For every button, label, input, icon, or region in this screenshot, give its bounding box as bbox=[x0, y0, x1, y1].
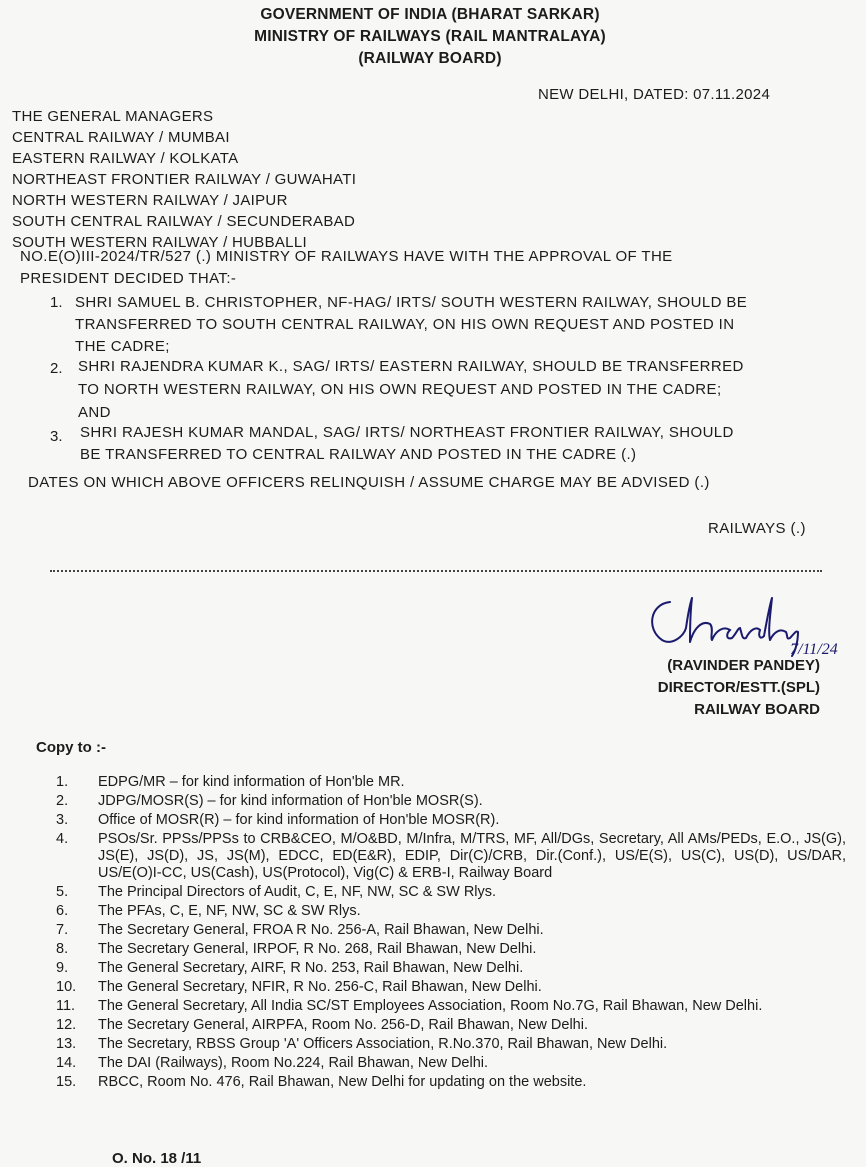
addressee-line: NORTHEAST FRONTIER RAILWAY / GUWAHATI bbox=[12, 171, 357, 188]
copy-to-item bbox=[56, 1074, 846, 1091]
copy-to-item bbox=[56, 960, 846, 977]
order-item-line: AND bbox=[78, 404, 111, 421]
order-item-line: TRANSFERRED TO SOUTH CENTRAL RAILWAY, ON HIS OWN REQUEST AND POSTED IN bbox=[75, 316, 735, 333]
copy-to-item-number: 9. bbox=[56, 960, 69, 976]
date-line: NEW DELHI, DATED: 07.11.2024 bbox=[538, 86, 771, 103]
order-item-line: SHRI RAJENDRA KUMAR K., SAG/ IRTS/ EASTERN RAILWAY, SHOULD BE TRANSFERRED bbox=[78, 358, 744, 375]
addressee-line: CENTRAL RAILWAY / MUMBAI bbox=[12, 129, 230, 146]
order-item-line: TO NORTH WESTERN RAILWAY, ON HIS OWN REQUEST AND POSTED IN THE CADRE; bbox=[78, 381, 722, 398]
signatory-name: (RAVINDER PANDEY) bbox=[667, 657, 820, 674]
order-intro-line2: PRESIDENT DECIDED THAT:- bbox=[20, 270, 237, 287]
addressee-line: EASTERN RAILWAY / KOLKATA bbox=[12, 150, 239, 167]
signature-date: 7/11/24 bbox=[790, 641, 838, 658]
order-item-line: BE TRANSFERRED TO CENTRAL RAILWAY AND POSTED IN THE CADRE (.) bbox=[80, 446, 637, 463]
addressee-line: SOUTH CENTRAL RAILWAY / SECUNDERABAD bbox=[12, 213, 356, 230]
copy-to-item bbox=[56, 941, 846, 958]
copy-to-item bbox=[56, 1055, 846, 1072]
copy-to-item-number: 4. bbox=[56, 831, 69, 847]
header-board: (RAILWAY BOARD) bbox=[358, 50, 502, 67]
copy-to-item-text: The Secretary, RBSS Group 'A' Officers Association, R.No.370, Rail Bhawan, New Delhi. bbox=[98, 1036, 668, 1052]
copy-to-list bbox=[56, 774, 846, 1093]
order-sender: RAILWAYS (.) bbox=[708, 520, 806, 537]
copy-to-item-text: The General Secretary, All India SC/ST Employees Association, Room No.7G, Rail Bhawan, New Delhi. bbox=[98, 998, 763, 1014]
copy-to-heading: Copy to :- bbox=[36, 739, 106, 756]
order-closing: DATES ON WHICH ABOVE OFFICERS RELINQUISH / ASSUME CHARGE MAY BE ADVISED (.) bbox=[28, 474, 710, 491]
copy-to-item-number: 2. bbox=[56, 793, 69, 809]
copy-to-item-number: 5. bbox=[56, 884, 69, 900]
copy-to-item bbox=[56, 831, 846, 882]
separator-line bbox=[50, 570, 822, 572]
office-number: O. No. 18 /11 bbox=[112, 1150, 202, 1167]
copy-to-item-text: The Secretary General, IRPOF, R No. 268, Rail Bhawan, New Delhi. bbox=[98, 941, 537, 957]
copy-to-item-text: The General Secretary, AIRF, R No. 253, Rail Bhawan, New Delhi. bbox=[98, 960, 524, 976]
signatory-office: RAILWAY BOARD bbox=[694, 701, 820, 718]
copy-to-item-number: 12. bbox=[56, 1017, 77, 1033]
order-item-line: SHRI RAJESH KUMAR MANDAL, SAG/ IRTS/ NORTHEAST FRONTIER RAILWAY, SHOULD bbox=[80, 424, 734, 441]
copy-to-item bbox=[56, 812, 846, 829]
copy-to-item-text: The Principal Directors of Audit, C, E, NF, NW, SC & SW Rlys. bbox=[98, 884, 497, 900]
copy-to-item-number: 13. bbox=[56, 1036, 77, 1052]
copy-to-item-text: RBCC, Room No. 476, Rail Bhawan, New Delhi for updating on the website. bbox=[98, 1074, 587, 1090]
copy-to-item bbox=[56, 998, 846, 1015]
copy-to-item bbox=[56, 922, 846, 939]
signatory-designation: DIRECTOR/ESTT.(SPL) bbox=[657, 679, 820, 696]
addressee-block bbox=[12, 106, 356, 253]
copy-to-item bbox=[56, 774, 846, 791]
copy-to-item-text: EDPG/MR – for kind information of Hon'ble MR. bbox=[98, 774, 405, 790]
copy-to-item bbox=[56, 793, 846, 810]
copy-to-item-number: 3. bbox=[56, 812, 69, 828]
copy-to-item-number: 1. bbox=[56, 774, 69, 790]
copy-to-item bbox=[56, 903, 846, 920]
addressee-line: SOUTH WESTERN RAILWAY / HUBBALLI bbox=[12, 234, 307, 251]
copy-to-item-number: 14. bbox=[56, 1055, 77, 1071]
addressee-line: NORTH WESTERN RAILWAY / JAIPUR bbox=[12, 192, 288, 209]
copy-to-item-number: 15. bbox=[56, 1074, 77, 1090]
addressee-line: THE GENERAL MANAGERS bbox=[12, 108, 214, 125]
signature-image bbox=[640, 584, 860, 664]
copy-to-item-text: The PFAs, C, E, NF, NW, SC & SW Rlys. bbox=[98, 903, 361, 919]
copy-to-item bbox=[56, 979, 846, 996]
copy-to-item-text: The Secretary General, AIRPFA, Room No. 256-D, Rail Bhawan, New Delhi. bbox=[98, 1017, 588, 1033]
order-item-line: THE CADRE; bbox=[75, 338, 170, 355]
copy-to-item bbox=[56, 1036, 846, 1053]
copy-to-item-number: 10. bbox=[56, 979, 77, 995]
header-ministry: MINISTRY OF RAILWAYS (RAIL MANTRALAYA) bbox=[254, 28, 606, 45]
order-item-number: 3. bbox=[50, 428, 63, 445]
copy-to-item-text: Office of MOSR(R) – for kind information of Hon'ble MOSR(R). bbox=[98, 812, 500, 828]
copy-to-item-text: PSOs/Sr. PPSs/PPSs to CRB&CEO, M/O&BD, M/Infra, M/TRS, MF, All/DGs, Secretary, All AMs/PEDs, E.O., JS(G), JS(E), JS(D), JS, JS(M), EDCC, ED(E&R), EDIP, Dir(C)/CRB, Dir.(Conf.), US/E(S), US(C), US(D), US/DAR, US/E(O)I-CC, US(Cash), US(Protocol), Vig(C) & ERB-I, Railway Board bbox=[98, 831, 846, 881]
copy-to-item bbox=[56, 1017, 846, 1034]
copy-to-item bbox=[56, 884, 846, 901]
copy-to-item-text: The General Secretary, NFIR, R No. 256-C, Rail Bhawan, New Delhi. bbox=[98, 979, 542, 995]
copy-to-item-number: 8. bbox=[56, 941, 69, 957]
order-intro-line1: NO.E(O)III-2024/TR/527 (.) MINISTRY OF RAILWAYS HAVE WITH THE APPROVAL OF THE bbox=[20, 248, 673, 265]
order-item-number: 2. bbox=[50, 360, 63, 377]
order-item-number: 1. bbox=[50, 294, 63, 311]
copy-to-item-text: The DAI (Railways), Room No.224, Rail Bhawan, New Delhi. bbox=[98, 1055, 489, 1071]
signature-stroke bbox=[652, 598, 798, 656]
copy-to-item-number: 7. bbox=[56, 922, 69, 938]
copy-to-item-number: 11. bbox=[56, 998, 76, 1014]
order-item-line: SHRI SAMUEL B. CHRISTOPHER, NF-HAG/ IRTS/ SOUTH WESTERN RAILWAY, SHOULD BE bbox=[75, 294, 748, 311]
header-government: GOVERNMENT OF INDIA (BHARAT SARKAR) bbox=[260, 6, 600, 23]
copy-to-item-number: 6. bbox=[56, 903, 69, 919]
copy-to-item-text: The Secretary General, FROA R No. 256-A, Rail Bhawan, New Delhi. bbox=[98, 922, 544, 938]
copy-to-item-text: JDPG/MOSR(S) – for kind information of Hon'ble MOSR(S). bbox=[98, 793, 483, 809]
signatory-block bbox=[658, 655, 820, 721]
